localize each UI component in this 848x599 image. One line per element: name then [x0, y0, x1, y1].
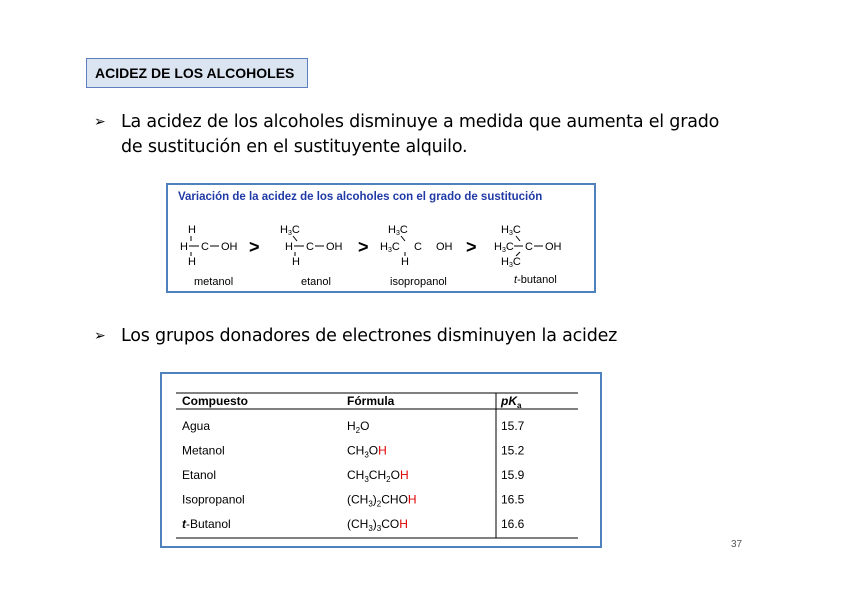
table-body: [182, 419, 525, 533]
header-formula: Fórmula: [347, 394, 395, 408]
greater-than-sign: >: [249, 237, 260, 257]
compound-name-etanol: etanol: [301, 276, 331, 288]
bullet-donor-groups: [94, 324, 734, 349]
cell-pka: 15.2: [501, 443, 525, 458]
svg-text:H3C: H3C: [380, 241, 400, 254]
compound-name-isopropanol: isopropanol: [390, 276, 447, 288]
atom: H: [285, 241, 293, 253]
acidity-figure: [166, 183, 596, 293]
cell-compound: Metanol: [182, 443, 225, 458]
structure-etanol: [280, 224, 343, 288]
bullet-text: Los grupos donadores de electrones disminuyen la acidez: [121, 326, 618, 346]
atom: OH: [326, 241, 343, 253]
cell-pka: 15.9: [501, 468, 525, 482]
table-row: [182, 493, 525, 509]
svg-text:H3C: H3C: [494, 241, 514, 254]
cell-formula: $H_2O$: [347, 419, 370, 435]
atom: H: [188, 256, 196, 268]
page-number: 37: [731, 539, 743, 550]
bullet-acidity-substitution: [94, 110, 734, 160]
arrow-bullet-icon: ➢: [94, 114, 106, 130]
table-row: [182, 419, 525, 435]
bullet-text: La acidez de los alcoholes disminuye a medida que aumenta el grado de sustitución en el sustituyente alquilo.: [121, 112, 720, 157]
svg-text:H3C: H3C: [280, 224, 300, 237]
cell-compound: Isopropanol: [182, 492, 245, 507]
atom: C: [201, 241, 209, 253]
structure-isopropanol: [380, 224, 453, 288]
cell-compound: t-Butanol: [182, 517, 231, 531]
cell-compound: Etanol: [182, 468, 217, 482]
cell-formula: $(CH_3)_3COH$: [347, 517, 408, 533]
svg-text:H3C: H3C: [501, 256, 521, 269]
pka-table-grid: [162, 374, 604, 550]
atom: C: [414, 241, 422, 253]
cell-pka: 15.7: [501, 419, 525, 433]
cell-formula: $(CH_3)_2CHOH$: [347, 492, 417, 509]
table-row: [182, 468, 525, 484]
cell-pka: 16.6: [501, 517, 525, 531]
atom: OH: [436, 241, 453, 253]
structures-diagram: [168, 185, 598, 295]
header-pka: $pK_a$: [501, 394, 522, 410]
atom: C: [306, 241, 314, 253]
svg-text:H3C: H3C: [501, 224, 521, 237]
atom: OH: [221, 241, 238, 253]
structure-t-butanol: [494, 224, 562, 286]
atom: H: [292, 256, 300, 268]
cell-pka: 16.5: [501, 492, 525, 507]
table-row: [182, 444, 525, 460]
svg-text:H3C: H3C: [388, 224, 408, 237]
greater-than-sign: >: [466, 237, 477, 257]
slide-title: [86, 58, 308, 88]
slide-title-text: ACIDEZ DE LOS ALCOHOLES: [95, 65, 295, 81]
atom: H: [401, 256, 409, 268]
cell-formula: $CH_3CH_2OH$: [347, 468, 409, 484]
figure-title: Variación de la acidez de los alcoholes con el grado de sustitución: [178, 191, 543, 203]
table-row: [182, 517, 525, 533]
atom: C: [525, 241, 533, 253]
pka-table: [160, 372, 602, 548]
arrow-bullet-icon: ➢: [94, 328, 106, 344]
greater-than-sign: >: [358, 237, 369, 257]
header-compound: Compuesto: [182, 394, 248, 408]
structure-metanol: [180, 224, 238, 288]
atom: H: [188, 224, 196, 236]
cell-compound: Agua: [182, 419, 211, 433]
cell-formula: $CH_3OH$: [347, 443, 387, 460]
compound-name-t-butanol: t-butanol: [514, 274, 557, 286]
compound-name-metanol: metanol: [194, 276, 234, 288]
atom: OH: [545, 241, 562, 253]
atom: H: [180, 241, 188, 253]
